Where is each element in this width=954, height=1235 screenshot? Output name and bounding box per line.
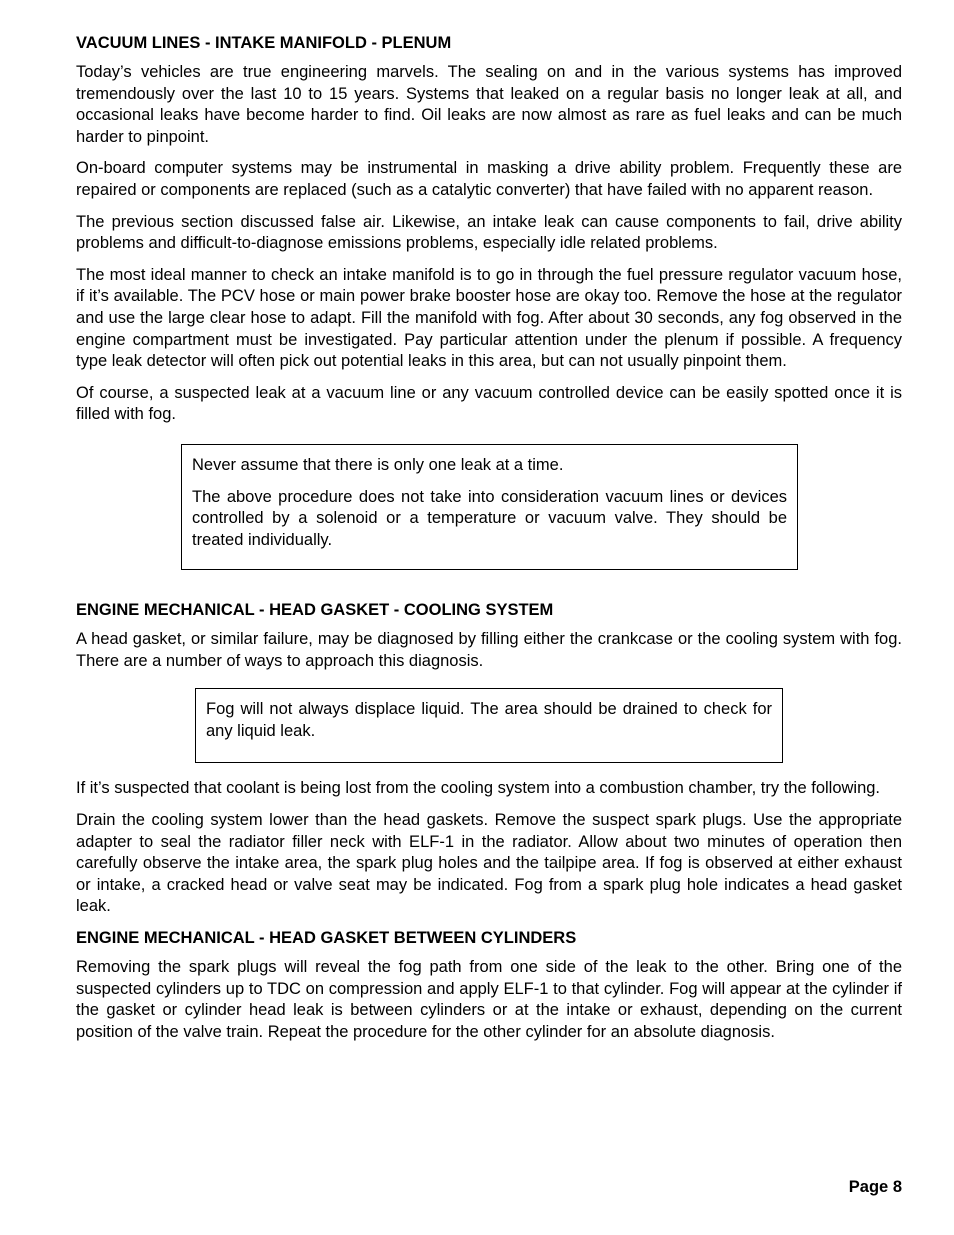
section-head-gasket-cylinders	[76, 928, 902, 1043]
page-number: Page 8	[848, 1178, 902, 1196]
paragraph: If it’s suspected that coolant is being lost from the cooling system into a combustion chamber, try the following.	[76, 779, 881, 798]
paragraph: The most ideal manner to check an intake manifold is to go in through the fuel pressure regulator vacuum hose, if it’s available. The PCV hose or main power brake booster hose are okay too. Remove the hose at the regulator and use the large clear hose to adapt. Fill the manifold with fog. After about 30 seconds, any fog observed in the engine compartment must be investigated. Pay particular attention under the plenum if possible. A frequency type leak detector will often pick out potential leaks in this area, but can not usually pinpoint them.	[76, 265, 902, 371]
document-page	[76, 33, 902, 1053]
paragraph: A head gasket, or similar failure, may be diagnosed by filling either the crankcase or the cooling system with fog. There are a number of ways to approach this diagnosis.	[76, 630, 902, 670]
note-box	[181, 444, 798, 570]
note-text: Fog will not always displace liquid. The area should be drained to check for any liquid leak.	[206, 700, 772, 741]
paragraph: Today’s vehicles are true engineering marvels. The sealing on and in the various systems has improved tremendously over the last 10 to 15 years. Systems that leaked on a regular basis no longer leak at all, and occasional leaks have become harder to find. Oil leaks are now almost as rare as fuel leaks and can be much harder to pinpoint.	[76, 63, 902, 146]
section-heading: ENGINE MECHANICAL - HEAD GASKET - COOLING SYSTEM	[76, 601, 554, 620]
paragraph: The previous section discussed false air. Likewise, an intake leak can cause components to fail, drive ability problems and difficult-to-diagnose emissions problems, especially idle related problems.	[76, 212, 902, 253]
section-heading: ENGINE MECHANICAL - HEAD GASKET BETWEEN CYLINDERS	[76, 929, 577, 948]
note-text: Never assume that there is only one leak at a time.	[192, 455, 564, 474]
paragraph: On-board computer systems may be instrumental in masking a drive ability problem. Frequently these are repaired or components are replaced (such as a catalytic converter) that have failed with no apparent reason.	[76, 159, 902, 199]
note-text: The above procedure does not take into consideration vacuum lines or devices controlled by a solenoid or a temperature or vacuum valve. They should be treated individually.	[192, 487, 787, 549]
note-box	[195, 688, 783, 763]
section-head-gasket-cooling	[76, 600, 902, 918]
section-heading: VACUUM LINES - INTAKE MANIFOLD - PLENUM	[76, 34, 452, 52]
paragraph: Drain the cooling system lower than the head gaskets. Remove the suspect spark plugs. Use the appropriate adapter to seal the radiator filler neck with ELF-1 in the radiator. Allow about two minutes of operation then carefully observe the intake area, the spark plug holes and the tailpipe area. If fog is observed at either exhaust or intake, a cracked head or valve seat may be indicated. Fog from a spark plug hole indicates a head gasket leak.	[76, 811, 902, 916]
section-vacuum-lines	[76, 33, 902, 570]
paragraph: Removing the spark plugs will reveal the fog path from one side of the leak to the other. Bring one of the suspected cylinders up to TDC on compression and apply ELF-1 to that cylinder. Fog will appear at the cylinder if the gasket or cylinder head leak is between cylinders or at the intake or exhaust, depending on the current position of the valve train. Repeat the procedure for the other cylinder for an absolute diagnosis.	[76, 958, 902, 1041]
paragraph: Of course, a suspected leak at a vacuum line or any vacuum controlled device can be easily spotted once it is filled with fog.	[76, 383, 902, 424]
